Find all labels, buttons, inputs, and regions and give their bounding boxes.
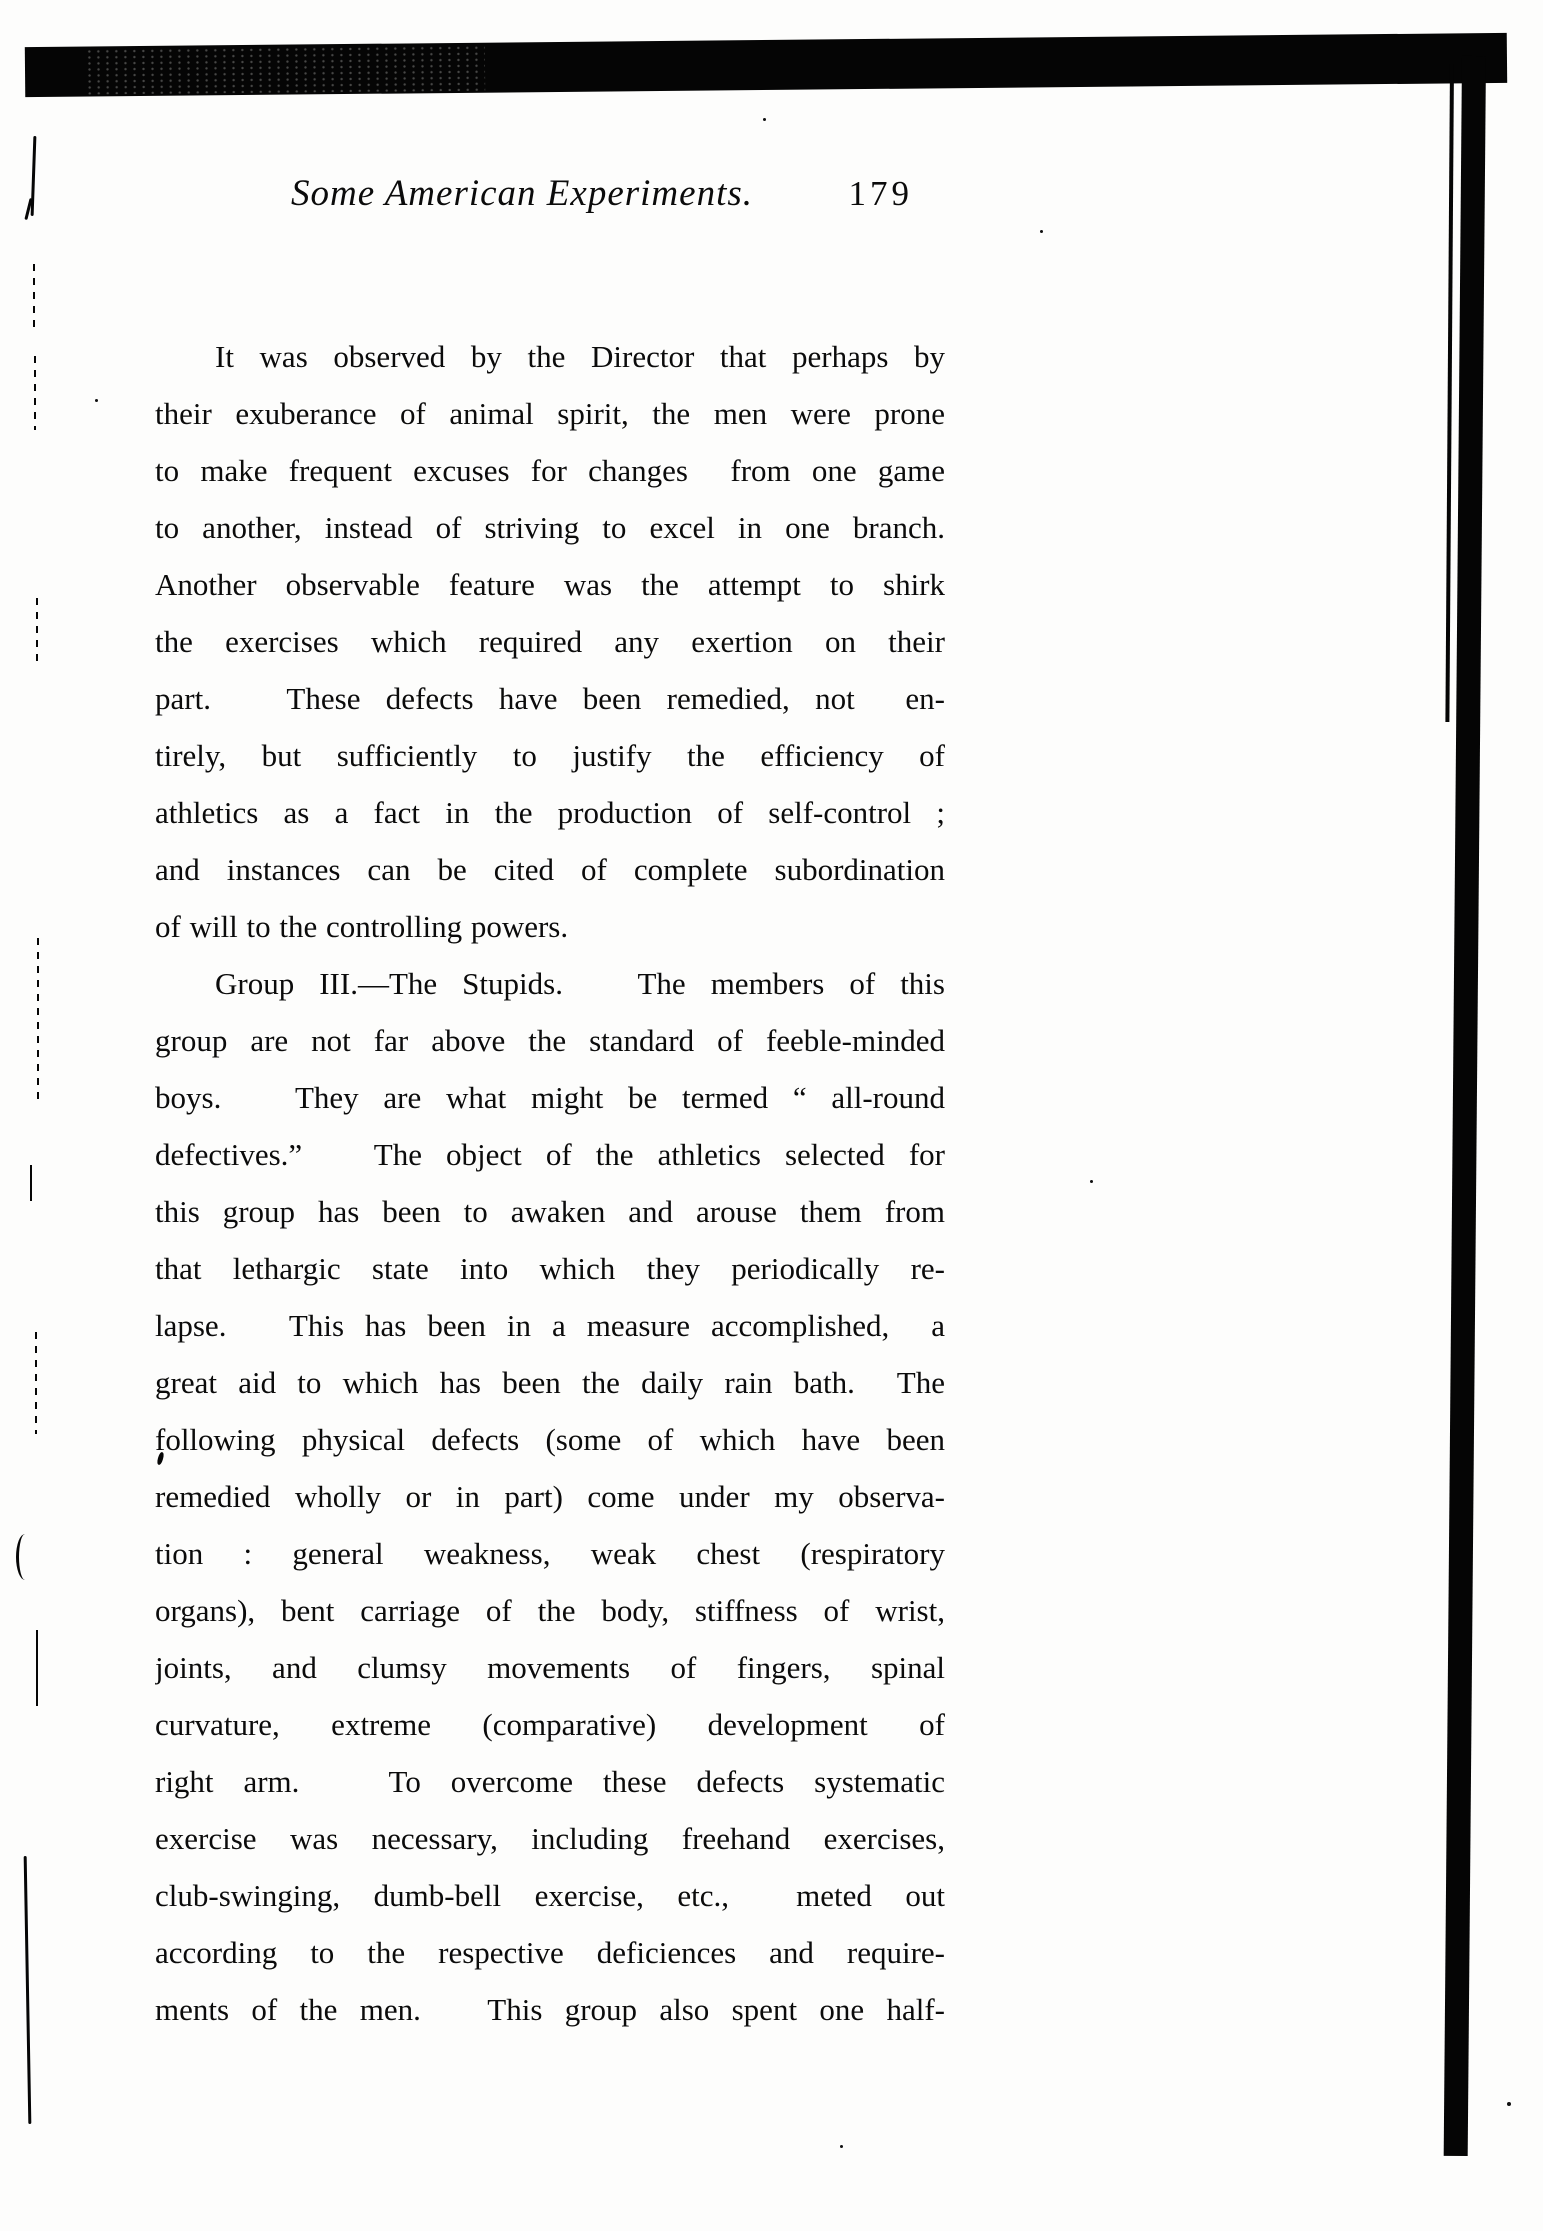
text-line: Group III.—The Stupids. The members of this — [215, 966, 945, 1001]
scan-artifact-left-mark — [36, 1630, 38, 1706]
text-line: tion : general weakness, weak chest (respiratory — [155, 1536, 945, 1571]
text-line: curvature, extreme (comparative) development of — [155, 1707, 945, 1742]
top-bar-texture — [85, 45, 485, 95]
text-line: the exercises which required any exertion on their — [155, 624, 945, 659]
text-line: club-swinging, dumb-bell exercise, etc., meted out — [155, 1878, 945, 1913]
scan-artifact-top-bar — [25, 33, 1507, 97]
scan-artifact-left-mark — [30, 1165, 32, 1201]
text-line: that lethargic state into which they periodically re- — [155, 1251, 945, 1286]
scan-artifact-left-mark — [33, 264, 35, 330]
text-line: group are not far above the standard of feeble-minded — [155, 1023, 945, 1058]
scan-artifact-left-mark — [31, 136, 37, 216]
paragraph — [155, 955, 945, 2038]
body-text — [155, 328, 945, 2038]
paragraph — [155, 328, 945, 955]
text-line: this group has been to awaken and arouse them from — [155, 1194, 945, 1229]
text-line: joints, and clumsy movements of fingers, spinal — [155, 1650, 945, 1685]
text-line: remedied wholly or in part) come under my observa- — [155, 1479, 945, 1514]
scan-artifact-dot — [763, 118, 766, 121]
page-content — [155, 164, 945, 2027]
text-line: part. These defects have been remedied, not en- — [155, 681, 945, 716]
text-line: according to the respective deficiences and require- — [155, 1935, 945, 1970]
scan-artifact-left-mark — [35, 1332, 37, 1434]
scan-artifact-left-mark — [24, 1856, 32, 2124]
text-line: lapse. This has been in a measure accomplished, a — [155, 1308, 945, 1343]
scan-artifact-dot — [840, 2145, 843, 2148]
scan-artifact-dot — [1507, 2102, 1511, 2106]
scan-artifact-dot — [1040, 230, 1043, 233]
text-line: defectives.” The object of the athletics selected for — [155, 1137, 945, 1172]
scan-artifact-left-mark — [16, 1534, 31, 1580]
scan-artifact-dot — [95, 399, 98, 402]
text-line: of will to the controlling powers. — [155, 909, 569, 944]
text-line: organs), bent carriage of the body, stiffness of wrist, — [155, 1593, 945, 1628]
text-line: exercise was necessary, including freehand exercises, — [155, 1821, 945, 1856]
text-line: and instances can be cited of complete subordination — [155, 852, 945, 887]
page-title: Some American Experiments. — [290, 173, 753, 214]
text-line: boys. They are what might be termed “ all-round — [155, 1080, 945, 1115]
text-line: following physical defects (some of which have been — [155, 1422, 945, 1457]
text-line: tirely, but sufficiently to justify the efficiency of — [155, 738, 945, 773]
text-line: to make frequent excuses for changes from one game — [155, 453, 945, 488]
text-line: athletics as a fact in the production of self-control ; — [155, 795, 945, 830]
text-line: great aid to which has been the daily rain bath. The — [155, 1365, 945, 1400]
scan-artifact-left-mark — [36, 598, 38, 668]
text-line: their exuberance of animal spirit, the men were prone — [155, 396, 945, 431]
scan-artifact-left-mark — [34, 356, 36, 430]
scan-artifact-dot — [1090, 1180, 1093, 1183]
running-head — [155, 164, 945, 224]
scan-artifact-spine-line — [1445, 62, 1454, 722]
text-line: ments of the men. This group also spent one half- — [155, 1992, 945, 2027]
text-line: It was observed by the Director that perhaps by — [215, 339, 945, 374]
page-number: 179 — [848, 174, 913, 213]
text-line: right arm. To overcome these defects systematic — [155, 1764, 945, 1799]
text-line: Another observable feature was the attempt to shirk — [155, 567, 945, 602]
text-line: to another, instead of striving to excel in one branch. — [155, 510, 945, 545]
scan-artifact-left-mark — [37, 938, 39, 1106]
